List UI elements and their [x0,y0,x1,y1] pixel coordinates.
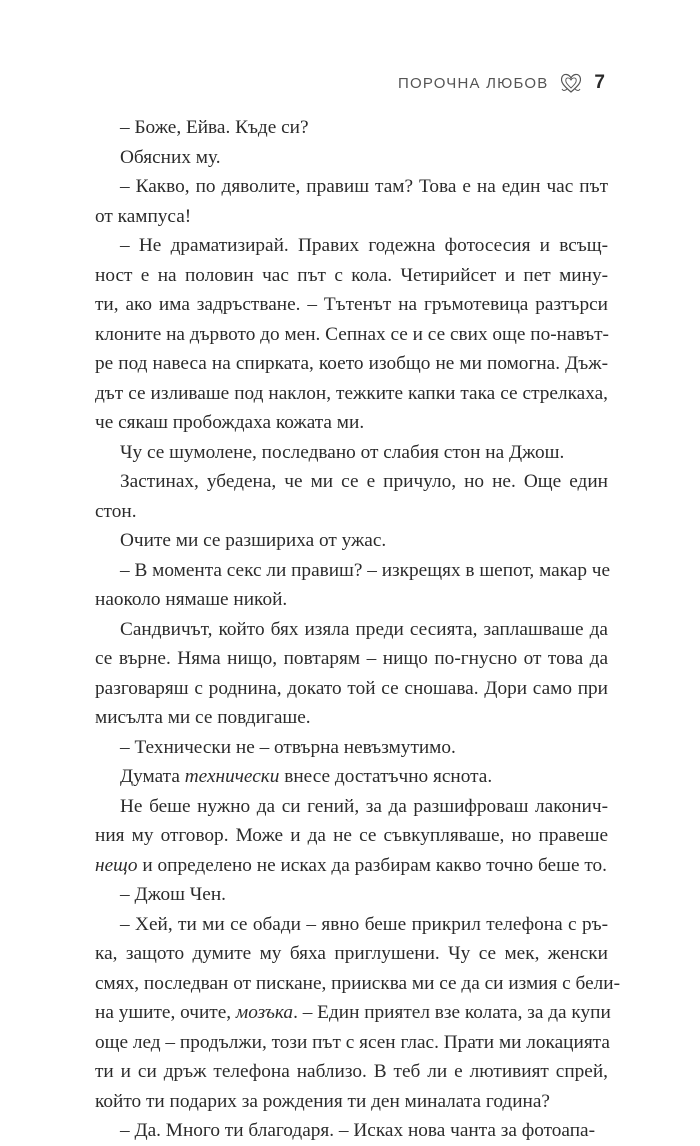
text-segment: ти, ако има задръстване. – Тътенът на гръмотевица разтърси [95,294,608,315]
text-line [95,851,608,881]
text-line [95,733,608,763]
heart-ornament-icon [558,70,584,96]
text-line [95,939,608,969]
text-segment: Сандвичът, който бях изяла преди сесията, заплашваше да [120,618,608,640]
text-segment: Застинах, убедена, че ми се е причуло, но не. Още един [120,471,608,492]
italic-emphasis: мозъка [235,1002,294,1023]
text-segment: ния му отговор. Може и да не се съвкупляваше, но правеше [95,825,608,846]
text-segment: – Какво, по дяволите, правиш там? Това е на един час път [120,176,608,197]
text-segment: мисълта ми се повдигаше. [95,707,311,728]
text-segment: – Джош Чен. [120,884,226,905]
book-title: ПОРОЧНА ЛЮБОВ [398,74,549,92]
text-segment: Чу се шумолене, последвано от слабия стон на Джош. [120,441,565,463]
text-line [95,998,611,1028]
text-line [95,438,608,468]
text-segment: от кампуса! [95,205,192,227]
text-segment: се върне. Няма нищо, повтарям – нищо по-гнусно от това да [95,648,608,669]
text-line [95,261,608,291]
text-line [95,1057,608,1087]
text-line [95,762,608,792]
text-segment: ти и си дръж телефона наблизо. В теб ли е лютивият спрей, [95,1061,608,1082]
text-segment: ре под навеса на спирката, което изобщо не ми помогна. Дъж- [95,353,608,374]
text-line [95,585,608,615]
text-line [95,1116,608,1146]
italic-emphasis: нещо [95,854,138,876]
text-line [95,615,608,645]
text-segment: смях, последван от пискане, приисква ми се да си измия с бели- [95,972,621,994]
text-segment: още лед – продължи, този път с ясен глас. Прати ми локацията [95,1031,610,1053]
text-segment: и определено не исках да разбирам какво точно беше то. [137,854,607,876]
text-line [95,792,608,822]
text-line [95,113,608,143]
running-header [398,70,605,96]
text-segment: – В момента секс ли правиш? – изкрещях в шепот, макар че [120,559,611,581]
book-text [95,113,621,1146]
text-line [95,526,608,556]
text-line [95,880,608,910]
text-line [95,320,608,350]
text-line [95,1028,608,1058]
text-line [95,497,608,527]
text-segment: стон. [95,500,137,522]
text-segment: – Боже, Ейва. Къде си? [120,117,309,138]
text-line [95,172,608,202]
text-segment: – Технически не – отвърна невъзмутимо. [120,736,456,758]
text-segment: дът се изливаше под наклон, тежките капки така се стрелкаха, [95,382,608,404]
text-segment: на ушите, очите, [95,1002,236,1023]
text-line [95,1087,608,1117]
text-segment: – Хей, ти ми се обади – явно беше прикрил телефона с ръ- [120,913,608,935]
text-segment: Очите ми се разшириха от ужас. [120,530,387,551]
text-segment: . – Един приятел взе колата, за да купи [293,1002,611,1023]
text-line [95,467,608,497]
text-line [95,202,608,232]
page-number: 7 [594,72,605,93]
text-line [95,644,608,674]
text-segment: който ти подарих за рождения ти ден миналата година? [95,1090,550,1112]
text-segment: наоколо нямаше никой. [95,589,288,610]
text-line [95,556,611,586]
text-line [95,703,608,733]
text-line [95,821,608,851]
text-line [95,231,608,261]
text-line [95,969,621,999]
text-segment: Не беше нужно да си гений, за да разшифроваш лаконич- [120,795,608,817]
text-segment: – Да. Много ти благодаря. – Исках нова чанта за фотоапа- [120,1120,596,1141]
text-segment: внесе достатъчно яснота. [279,766,493,787]
text-line [95,349,608,379]
text-segment: разговаряш с роднина, докато той се сношава. Дори само при [95,677,608,699]
text-segment: ност е на половин час път с кола. Четирийсет и пет мину- [95,264,608,286]
text-line [95,143,608,173]
text-segment: ка, защото думите му бяха приглушени. Чу се мек, женски [95,943,608,964]
text-segment: че сякаш пробождаха кожата ми. [95,412,365,433]
text-line [95,910,608,940]
text-line [95,674,608,704]
text-segment: – Не драматизирай. Правих годежна фотосесия и всъщ- [120,235,608,256]
text-line [95,408,608,438]
text-segment: Обясних му. [120,146,221,168]
text-segment: Думата [120,766,185,787]
text-segment: клоните на дървото до мен. Сепнах се и се свих още по-навът- [95,323,609,345]
italic-emphasis: технически [184,766,280,787]
text-line [95,290,608,320]
text-line [95,379,608,409]
